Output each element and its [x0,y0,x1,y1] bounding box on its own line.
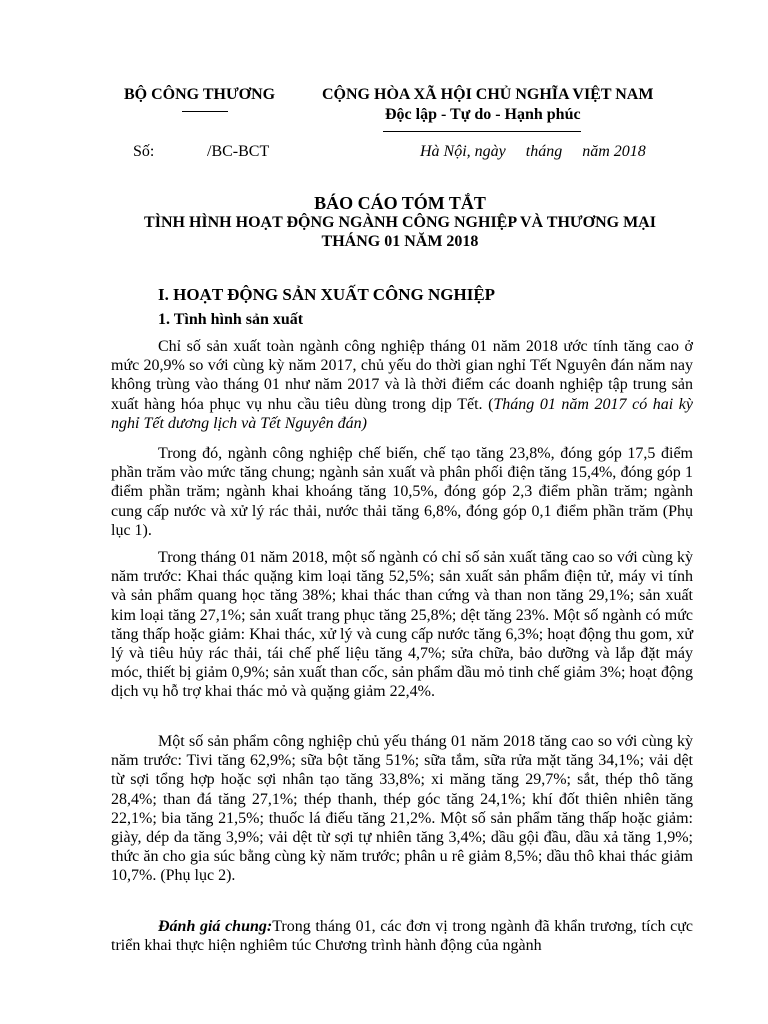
subsection-heading: 1. Tình hình sản xuất [158,311,304,328]
paragraph-5-label: Đánh giá chung: [158,918,273,935]
document-number-code: /BC-BCT [207,143,270,160]
country-name: CỘNG HÒA XÃ HỘI CHỦ NGHĨA VIỆT NAM [322,86,654,103]
ministry-underline [182,111,228,112]
paragraph-3: Trong tháng 01 năm 2018, một số ngành có chỉ số sản xuất tăng cao so với cùng kỳ năm trước: Khai thác quặng kim loại tăng 52,5%; sản xuất sản phẩm điện tử, máy vi tính và sản phẩm quang học tăng 38%; khai thác than cứng và than non tăng 29,1%; sản xuất kim loại tăng 27,1%; sản xuất trang phục tăng 25,8%; dệt tăng 23%. Một số ngành có mức tăng thấp hoặc giảm: Khai thác, xử lý và cung cấp nước tăng 6,3%; hoạt động thu gom, xử lý và tiêu hủy rác thải, tái chế phế liệu tăng 4,7%; sửa chữa, bảo dưỡng và lắp đặt máy móc, thiết bị giảm 0,9%; sản xuất than cốc, sản phẩm dầu mỏ tinh chế giảm 3%; hoạt động dịch vụ hỗ trợ khai thác mỏ và quặng giảm 22,4%. [111,549,693,701]
paragraph-5 [111,917,693,955]
report-title: BÁO CÁO TÓM TẮT [314,193,486,213]
document-number-label: Số: [133,143,155,160]
section-heading: I. HOẠT ĐỘNG SẢN XUẤT CÔNG NGHIỆP [158,285,496,304]
ministry-name: BỘ CÔNG THƯƠNG [124,86,276,103]
paragraph-1-note: Tháng 01 năm 2017 có hai kỳ nghỉ Tết dương lịch và Tết Nguyên đán) [111,395,694,432]
paragraph-5-text: Trong tháng 01, các đơn vị trong ngành đã khẩn trương, tích cực triển khai thực hiện nghiêm túc Chương trình hành động của ngành [111,918,693,955]
report-subtitle-line2: THÁNG 01 NĂM 2018 [321,233,479,250]
motto: Độc lập - Tự do - Hạnh phúc [385,106,581,123]
paragraph-4: Một số sản phẩm công nghiệp chủ yếu tháng 01 năm 2018 tăng cao so với cùng kỳ năm trước: Tivi tăng 62,9%; sữa bột tăng 51%; sữa tắm, sữa rửa mặt tăng 34,1%; vải dệt từ sợi tổng hợp hoặc sợi nhân tạo tăng 33,8%; xi măng tăng 29,7%; sắt, thép thô tăng 28,4%; than đá tăng 27,1%; thép thanh, thép góc tăng 24,1%; khí đốt thiên nhiên tăng 22,1%; bia tăng 21,5%; thuốc lá điếu tăng 21,2%. Một số sản phẩm tăng thấp hoặc giảm: giày, dép da tăng 3,9%; vải dệt từ sợi tự nhiên tăng 3,4%; dầu gội đầu, dầu xả tăng 1,9%; thức ăn cho gia súc bằng cùng kỳ năm trước; phân u rê giảm 8,5%; dầu thô khai thác giảm 10,7%. (Phụ lục 2). [111,733,693,885]
paragraph-1 [111,337,693,433]
paragraph-1-text: Chỉ số sản xuất toàn ngành công nghiệp tháng 01 năm 2018 ước tính tăng cao ở mức 20,9% so với cùng kỳ năm 2017, chủ yếu do thời gian nghỉ Tết Nguyên đán năm nay không trùng vào tháng 01 như năm 2017 và là thời điểm các doanh nghiệp tập trung sản xuất hàng hóa phục vụ nhu cầu tiêu dùng trong dịp Tết. ( [111,338,693,413]
report-subtitle-line1: TÌNH HÌNH HOẠT ĐỘNG NGÀNH CÔNG NGHIỆP VÀ THƯƠNG MẠI [144,214,656,231]
paragraph-2: Trong đó, ngành công nghiệp chế biến, chế tạo tăng 23,8%, đóng góp 17,5 điểm phần trăm vào mức tăng chung; ngành sản xuất và phân phối điện tăng 15,4%, đóng góp 1 điểm phần trăm; ngành khai khoáng tăng 10,5%, đóng góp 2,3 điểm phần trăm; ngành cung cấp nước và xử lý rác thải, nước thải tăng 6,8%, đóng góp 0,1 điểm phần trăm (Phụ lục 1). [111,445,693,539]
place-date: Hà Nội, ngày tháng năm 2018 [420,143,646,160]
motto-underline [383,131,581,132]
